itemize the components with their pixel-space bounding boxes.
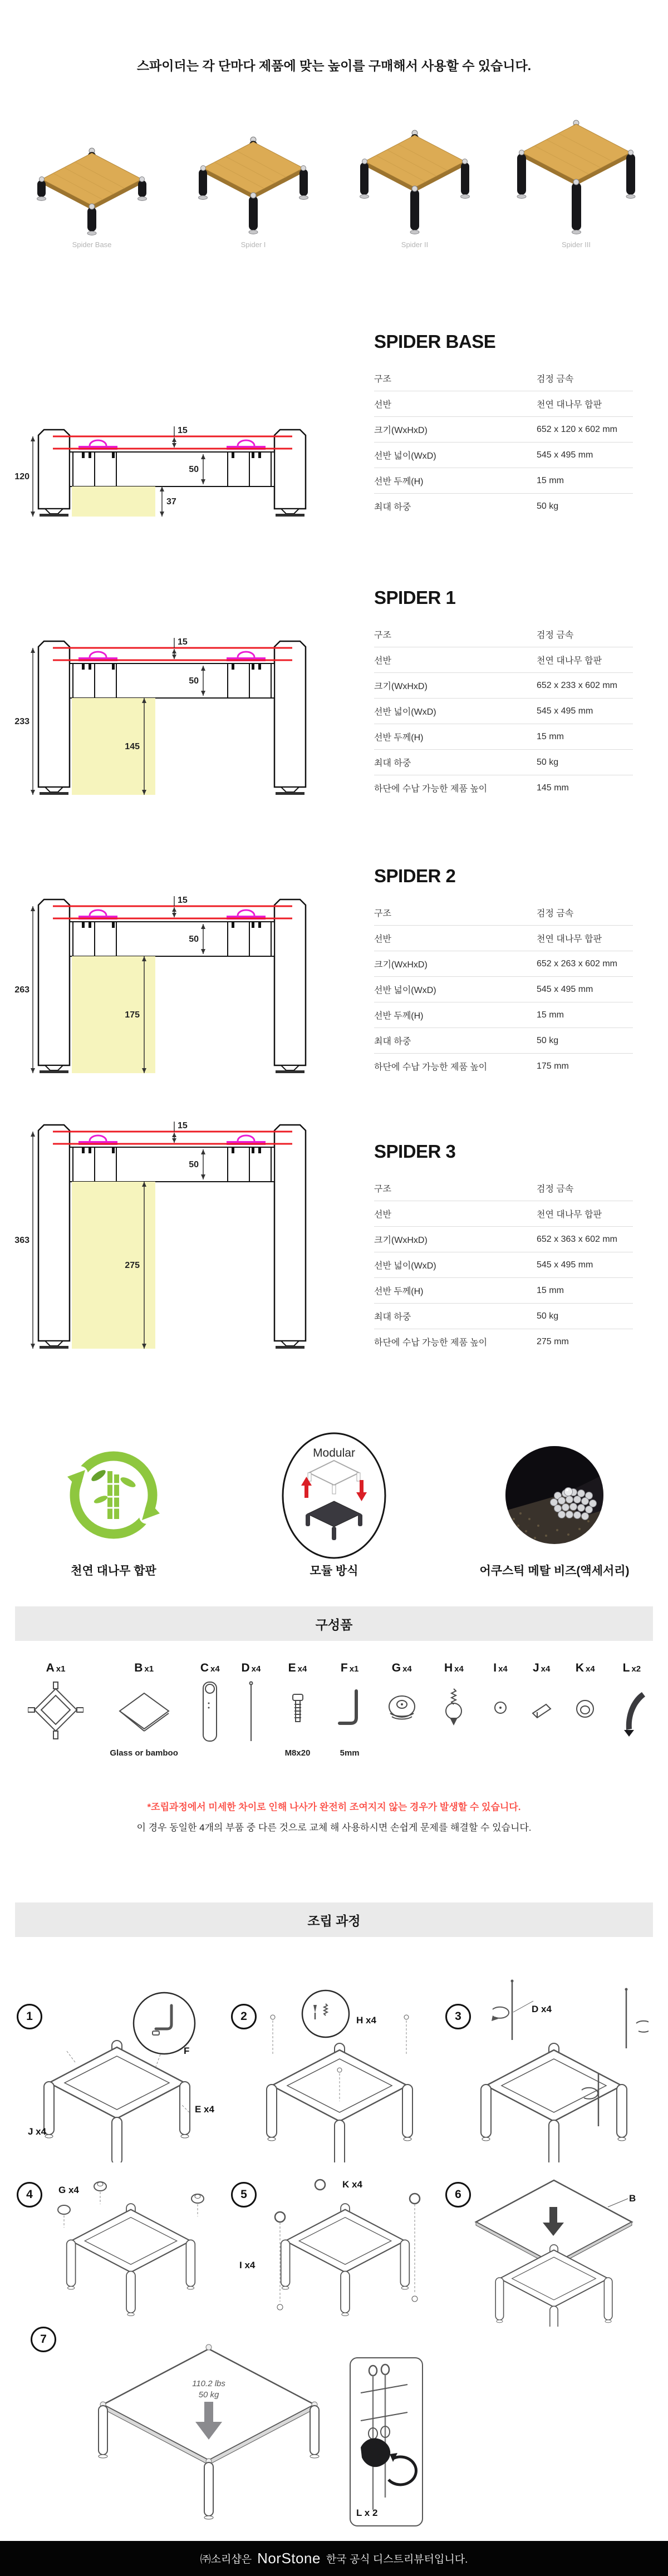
assembly-step-2 [231,1973,437,2165]
part-id: K [575,1661,584,1674]
section-spider-2 [0,866,668,1083]
spider-base-photo [28,144,156,236]
spec-label: 최대 하중 [374,503,411,512]
spec-value: 545 x 495 mm [537,1260,593,1270]
spec-row [374,468,633,494]
spec-value: 50 kg [537,1035,559,1045]
step-label: D x4 [532,2004,552,2014]
part-id: G [391,1661,401,1674]
dim-total: 120 [14,472,30,481]
step-2-diagram [248,1982,431,2162]
spec-label: 최대 하중 [374,759,411,768]
part-id: D [241,1661,250,1674]
part-note: M8x20 [284,1748,311,1758]
spec-label: 선반 두께(H) [374,1287,424,1296]
step-number: 7 [31,2327,56,2352]
dim-top: 15 [178,637,188,647]
spec-label: 선반 넓이(WxD) [374,1261,436,1271]
spec-value: 검정 금속 [537,375,574,384]
spec-table [374,900,633,1079]
spec-col [374,587,633,800]
part-d [232,1661,271,1759]
spec-label: 하단에 수납 가능한 제품 높이 [374,784,488,794]
dim-clearance: 37 [166,497,176,507]
components-parts [14,1661,654,1759]
part-h [429,1661,479,1759]
section-spider-1 [0,587,668,804]
part-qty: x4 [454,1664,464,1674]
spec-row [374,494,633,519]
spec-value: 15 mm [537,731,564,741]
spec-row [374,724,633,750]
step-6-leader [607,2196,629,2210]
spec-value: 652 x 120 x 602 mm [537,424,617,434]
part-qty: x4 [297,1664,307,1674]
spec-label: 선반 [374,1210,391,1220]
spec-label: 최대 하중 [374,1312,411,1322]
part-qty: x4 [585,1664,595,1674]
spec-value: 652 x 263 x 602 mm [537,958,617,969]
spider-3-diagram [14,1118,326,1356]
assembly-step-6 [445,2171,651,2327]
strip-part-icon [614,1675,650,1748]
spec-value: 545 x 495 mm [537,450,593,460]
spec-label: 선반 두께(H) [374,733,424,743]
assembly-step-1 [17,1973,223,2165]
part-l [610,1661,654,1759]
part-id: I [493,1661,497,1674]
step-3-diagram [459,1979,649,2162]
step-label: E x4 [195,2104,214,2115]
part-id: F [340,1661,348,1674]
spider-1-diagram [14,635,326,802]
spec-label: 선반 두께(H) [374,477,424,486]
cable-detail-diagram [351,2358,419,2523]
spec-row [374,1201,633,1227]
part-id: B [134,1661,143,1674]
step-number: 4 [17,2182,42,2208]
leg-part-icon [192,1675,228,1748]
section-title: SPIDER 1 [374,587,456,608]
step-7-weight-lbs: 110.2 lbs [192,2379,225,2388]
footer-text-prefix: ㈜소리샵은 [200,2554,252,2565]
step-label: I x4 [239,2260,256,2270]
washer-part-icon [483,1675,518,1748]
step-7-weight-kg: 50 kg [198,2390,219,2400]
bolt-part-icon [280,1675,316,1748]
step-label: J x4 [28,2126,47,2137]
spec-value: 545 x 495 mm [537,984,593,994]
assembly-warnings [0,1799,668,1833]
intro-title: 스파이더는 각 단마다 제품에 맞는 높이를 구매해서 사용할 수 있습니다. [136,58,532,73]
part-qty: x1 [144,1664,154,1674]
spec-col [374,1141,633,1354]
step-number: 5 [231,2182,257,2208]
feature-label: 어쿠스틱 메탈 비즈(액세서리) [479,1565,630,1577]
assembly-step-5 [231,2171,437,2327]
spec-row [374,622,633,647]
clip-part-icon [524,1675,559,1748]
part-id: H [444,1661,453,1674]
product-card-spider-base [15,144,169,249]
product-caption: Spider Base [72,240,112,249]
spec-row [374,900,633,926]
part-a [14,1661,97,1759]
bamboo-recycle-icon [61,1436,166,1554]
step-4-diagram [33,2176,223,2327]
footer-brand: NorStone [257,2550,321,2567]
feature-modular [227,1436,441,1579]
dim-total: 263 [14,985,30,995]
part-id: C [200,1661,209,1674]
spec-label: 하단에 수납 가능한 제품 높이 [374,1063,488,1072]
spec-label: 선반 [374,400,391,410]
spec-row [374,673,633,699]
spec-label: 선반 [374,935,391,944]
part-qty: x4 [402,1664,412,1674]
part-e [273,1661,323,1759]
part-b [100,1661,189,1759]
step-number: 3 [445,2004,471,2029]
part-qty: x1 [349,1664,359,1674]
shelf-part-icon [116,1675,172,1748]
spec-value: 검정 금속 [537,631,574,640]
step-label: H x4 [356,2015,376,2026]
section-title: SPIDER 2 [374,866,456,886]
spec-row [374,443,633,468]
section-spider-3 [0,1121,668,1358]
spike-part-icon [436,1675,471,1748]
spec-value: 15 mm [537,475,564,485]
step-number: 2 [231,2004,257,2029]
spec-label: 최대 하중 [374,1037,411,1046]
foot-part-icon [382,1675,421,1748]
spider-base-diagram [14,423,326,524]
spec-label: 구조 [374,909,391,918]
dim-frame: 50 [189,465,199,474]
spider-3-photo [508,116,645,236]
spec-label: 구조 [374,1184,391,1194]
spec-row [374,951,633,977]
assembly-step-7 [0,2327,668,2533]
step-label: F [184,2046,190,2056]
modular-badge: Modular [313,1446,355,1459]
feature-beads [447,1436,662,1579]
spec-label: 크기(WxHxD) [374,682,428,691]
spec-row [374,926,633,951]
assembly-step-4 [17,2171,223,2327]
spec-row [374,1227,633,1252]
spec-row [374,1002,633,1028]
part-g [377,1661,427,1759]
part-id: L [622,1661,630,1674]
part-note: Glass or bamboo [110,1748,178,1758]
spec-value: 천연 대나무 합판 [537,935,602,944]
spec-label: 하단에 수납 가능한 제품 높이 [374,1338,488,1348]
part-i [481,1661,520,1759]
spec-table [374,1176,633,1354]
section-title: SPIDER 3 [374,1141,456,1162]
dim-total: 233 [14,717,30,726]
spec-row [374,417,633,443]
part-j [522,1661,561,1759]
part-id: A [46,1661,55,1674]
product-caption: Spider II [401,240,429,249]
spec-table [374,366,633,519]
spec-value: 천연 대나무 합판 [537,1210,602,1220]
spec-label: 크기(WxHxD) [374,426,428,435]
spec-label: 선반 두께(H) [374,1011,424,1021]
footer-bar [0,2541,668,2576]
spec-value: 50 kg [537,757,559,767]
assembly-steps-row-1 [0,1973,668,2165]
part-qty: x4 [498,1664,508,1674]
step-label: K x4 [342,2179,362,2190]
feature-label: 천연 대나무 합판 [71,1565,156,1577]
part-id: J [532,1661,539,1674]
part-qty: x4 [251,1664,261,1674]
spider-2-diagram [14,893,326,1080]
feature-row [0,1436,668,1579]
dim-clearance: 275 [125,1261,140,1270]
step-7-diagram [78,2335,340,2524]
part-f [325,1661,375,1759]
dim-total: 363 [14,1236,30,1245]
spec-value: 275 mm [537,1336,569,1346]
dim-clearance: 175 [125,1010,140,1020]
step-label: L x 2 [356,2508,378,2518]
spec-value: 천연 대나무 합판 [537,400,602,410]
spec-col [374,331,633,519]
step-label: G x4 [58,2185,79,2195]
spec-value: 50 kg [537,501,559,511]
spec-row [374,647,633,673]
spec-value: 검정 금속 [537,909,574,918]
spec-row [374,1304,633,1329]
section-spider-base [0,331,668,526]
spec-row [374,1176,633,1201]
spec-value: 15 mm [537,1010,564,1020]
product-card-spider-3 [499,116,653,249]
spec-row [374,391,633,417]
spec-col [374,866,633,1079]
spec-row [374,366,633,391]
spec-label: 선반 [374,656,391,666]
metal-beads-icon [502,1436,607,1554]
spider-1-photo [189,133,317,236]
spec-value: 50 kg [537,1311,559,1321]
spec-label: 구조 [374,375,391,384]
feature-label: 모듈 방식 [310,1565,358,1577]
part-k [563,1661,607,1759]
spec-row [374,1278,633,1304]
spec-label: 구조 [374,631,391,640]
spec-value: 145 mm [537,783,569,793]
spec-value: 652 x 363 x 602 mm [537,1234,617,1244]
warning-note: 이 경우 동일한 4개의 부품 중 다른 것으로 교체 해 사용하시면 손쉽게 문제를 해결할 수 있습니다. [136,1822,532,1833]
assembly-header: 조립 과정 [15,1902,653,1937]
dim-frame: 50 [189,676,199,686]
spec-value: 652 x 233 x 602 mm [537,680,617,690]
part-qty: x1 [56,1664,66,1674]
product-card-spider-1 [176,133,330,249]
spec-label: 선반 넓이(WxD) [374,707,436,717]
step-label: B [629,2193,636,2204]
step-number: 1 [17,2004,42,2029]
dim-frame: 50 [189,1160,199,1169]
spec-value: 175 mm [537,1061,569,1071]
spec-row [374,699,633,724]
step-number: 6 [445,2182,471,2208]
spec-label: 크기(WxHxD) [374,960,428,970]
spec-value: 15 mm [537,1285,564,1295]
spec-value: 검정 금속 [537,1184,574,1194]
cable-detail-inset [350,2357,423,2526]
spider-2-photo [351,126,479,236]
spec-row [374,775,633,800]
dim-clearance: 145 [125,742,140,751]
dim-top: 15 [178,426,188,435]
part-id: E [288,1661,296,1674]
part-qty: x2 [631,1664,641,1674]
product-caption: Spider III [561,240,591,249]
spec-value: 545 x 495 mm [537,706,593,716]
rod-part-icon [233,1675,269,1748]
spec-value: 천연 대나무 합판 [537,656,602,666]
part-note: 5mm [340,1748,360,1758]
step-3-leader [512,1998,534,2015]
spec-label: 선반 넓이(WxD) [374,451,436,461]
section-title: SPIDER BASE [374,331,496,352]
spec-table [374,622,633,800]
components-header: 구성품 [15,1606,653,1641]
modular-icon [278,1436,390,1554]
part-c [190,1661,229,1759]
assembly-steps-row-2 [0,2171,668,2327]
spec-label: 크기(WxHxD) [374,1236,428,1245]
ring-part-icon [567,1675,603,1748]
spec-row [374,1329,633,1354]
frame-part-icon [28,1675,84,1748]
spec-row [374,1028,633,1054]
spec-row [374,750,633,775]
warning-red: *조립과정에서 미세한 차이로 인해 나사가 완전히 조여지지 않는 경우가 발생할 수 있습니다. [147,1802,521,1812]
spec-row [374,1252,633,1278]
dim-top: 15 [178,1121,188,1130]
product-lineup [0,103,668,249]
feature-bamboo [6,1436,221,1579]
part-qty: x4 [541,1664,551,1674]
dim-frame: 50 [189,935,199,944]
spec-label: 선반 넓이(WxD) [374,986,436,995]
spec-row [374,977,633,1002]
product-card-spider-2 [338,126,492,249]
step-5-diagram [248,2174,437,2327]
part-qty: x4 [210,1664,220,1674]
assembly-step-3 [445,1973,651,2165]
dim-top: 15 [178,896,188,905]
allen-key-part-icon [332,1675,367,1748]
product-caption: Spider I [240,240,266,249]
footer-text-suffix: 한국 공식 디스트리뷰터입니다. [326,2554,468,2565]
step-1-diagram [28,1984,223,2162]
spec-row [374,1054,633,1079]
